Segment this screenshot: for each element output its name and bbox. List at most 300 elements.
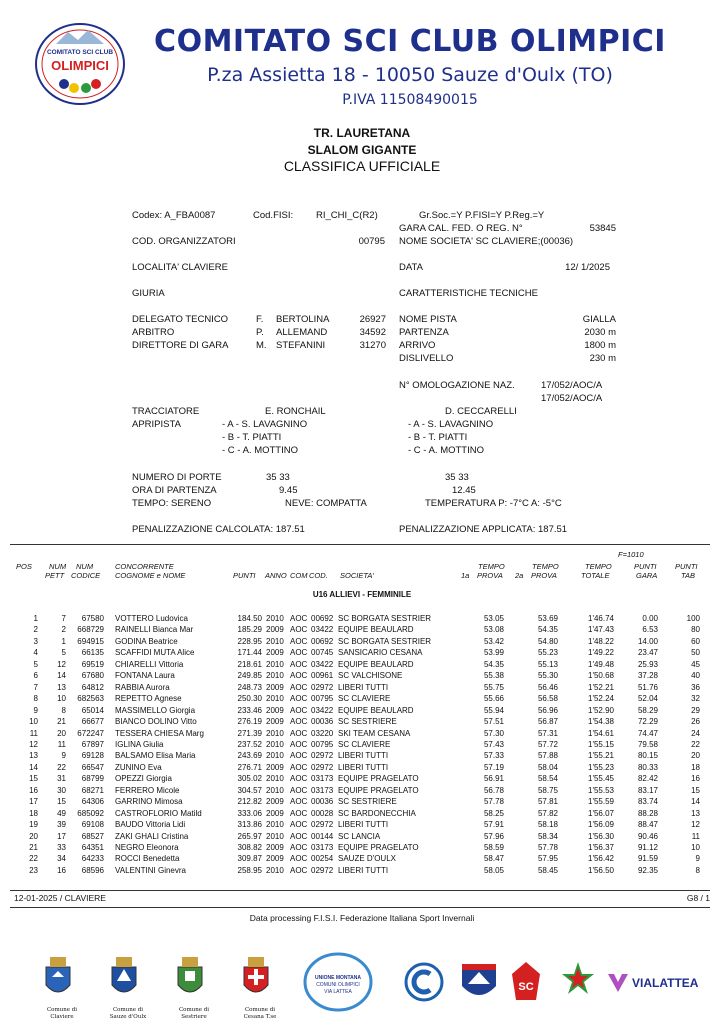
cell-t1: 55.66 bbox=[483, 694, 504, 704]
cell-codice: 69128 bbox=[81, 751, 104, 761]
cell-anno: 2010 bbox=[266, 751, 284, 761]
cell-societa: SC CLAVIERE bbox=[338, 739, 391, 749]
cell-pos: 18 bbox=[29, 808, 38, 818]
cell-anno: 2009 bbox=[266, 797, 284, 807]
cell-societa: LIBERI TUTTI bbox=[338, 751, 389, 761]
cell-cod: 00036 bbox=[311, 717, 334, 727]
cell-name: RABBIA Aurora bbox=[115, 682, 170, 692]
cell-com: AOC bbox=[290, 682, 308, 692]
cell-anno: 2010 bbox=[266, 614, 284, 623]
cell-t2: 56.87 bbox=[537, 717, 558, 727]
cell-name: OPEZZI Giorgia bbox=[115, 774, 172, 784]
cell-com: AOC bbox=[290, 717, 308, 727]
omologazione-label: N° OMOLOGAZIONE NAZ. bbox=[399, 380, 515, 391]
sansicario-star-logo bbox=[560, 960, 596, 1009]
cell-t2: 57.82 bbox=[537, 808, 558, 818]
cell-pt: 32 bbox=[691, 694, 700, 704]
footer-page: G8 / 1 bbox=[686, 893, 710, 903]
cell-tot: 1'55.59 bbox=[588, 797, 614, 807]
jury-name: ALLEMAND bbox=[276, 327, 328, 338]
cell-pett: 16 bbox=[57, 865, 66, 875]
sestriere-crest-icon bbox=[174, 955, 210, 1020]
cell-com: AOC bbox=[290, 854, 308, 864]
cell-anno: 2010 bbox=[266, 739, 284, 749]
cell-pg: 88.47 bbox=[637, 820, 658, 830]
cod-org-number: 00795 bbox=[358, 236, 385, 247]
cell-pg: 72.29 bbox=[637, 717, 658, 727]
cell-codice: 66547 bbox=[81, 762, 104, 772]
cell-name: IGLINA Giulia bbox=[115, 739, 164, 749]
cell-cod: 00028 bbox=[311, 808, 334, 818]
cell-cod: 02972 bbox=[311, 682, 334, 692]
jury-initial: F. bbox=[256, 314, 264, 325]
cell-name: FONTANA Laura bbox=[115, 671, 175, 681]
cell-pt: 18 bbox=[691, 762, 700, 772]
cell-pt: 11 bbox=[691, 831, 700, 841]
table-row bbox=[0, 648, 724, 659]
svg-text:COMUNI OLIMPICI: COMUNI OLIMPICI bbox=[316, 982, 360, 988]
cell-pos: 22 bbox=[29, 854, 38, 864]
cell-name: BAUDO Vittoria Lidi bbox=[115, 820, 186, 830]
data-processing-note: Data processing F.I.S.I. Federazione Italiana Sport Invernali bbox=[249, 913, 475, 923]
organization-address: P.za Assietta 18 - 10050 Sauze d'Oulx (TO) bbox=[207, 64, 613, 86]
cell-t1: 54.35 bbox=[483, 659, 504, 669]
cell-name: ZUNINO Eva bbox=[115, 762, 162, 772]
cell-pt: 29 bbox=[691, 705, 700, 715]
cell-pett: 12 bbox=[57, 659, 66, 669]
cell-punti: 265.97 bbox=[237, 831, 262, 841]
race-discipline: SLALOM GIGANTE bbox=[307, 143, 417, 157]
header-rule-top bbox=[10, 544, 710, 545]
jury-initial: M. bbox=[256, 340, 267, 351]
table-row bbox=[0, 637, 724, 648]
cell-t1: 55.75 bbox=[483, 682, 504, 692]
col-com: COM bbox=[290, 571, 308, 580]
jury-role: DIRETTORE DI GARA bbox=[132, 340, 229, 351]
cell-punti: 249.85 bbox=[237, 671, 262, 681]
porte-2: 35 33 bbox=[445, 472, 469, 483]
cell-punti: 276.19 bbox=[237, 717, 262, 727]
cell-name: FERRERO Micole bbox=[115, 785, 180, 795]
cell-pett: 7 bbox=[61, 614, 66, 623]
cell-com: AOC bbox=[290, 808, 308, 818]
cell-com: AOC bbox=[290, 705, 308, 715]
cell-pett: 34 bbox=[57, 854, 66, 864]
claviere-crest-icon bbox=[42, 955, 78, 1020]
table-row bbox=[0, 843, 724, 854]
cell-pos: 9 bbox=[33, 705, 38, 715]
table-row bbox=[0, 797, 724, 808]
cell-pt: 40 bbox=[691, 671, 700, 681]
cell-name: ROCCI Benedetta bbox=[115, 854, 180, 864]
cell-cod: 03422 bbox=[311, 625, 334, 635]
cell-cod: 00036 bbox=[311, 797, 334, 807]
cell-cod: 00254 bbox=[311, 854, 334, 864]
table-row bbox=[0, 625, 724, 636]
cell-t2: 58.54 bbox=[537, 774, 558, 784]
gara-cal-number: 53845 bbox=[589, 223, 616, 234]
cell-t2: 58.34 bbox=[537, 831, 558, 841]
cell-t1: 53.42 bbox=[483, 636, 504, 646]
cell-societa: SC VALCHISONE bbox=[338, 671, 403, 681]
cell-anno: 2010 bbox=[266, 694, 284, 704]
cell-pett: 21 bbox=[57, 717, 66, 727]
cell-com: AOC bbox=[290, 797, 308, 807]
cell-pg: 74.47 bbox=[637, 728, 658, 738]
cell-pett: 15 bbox=[57, 797, 66, 807]
cell-societa: SC SESTRIERE bbox=[338, 797, 397, 807]
cell-pos: 6 bbox=[33, 671, 38, 681]
cell-pg: 37.28 bbox=[637, 671, 658, 681]
cell-societa: SANSICARIO CESANA bbox=[338, 648, 423, 658]
cell-pg: 90.46 bbox=[637, 831, 658, 841]
cell-codice: 67680 bbox=[81, 671, 104, 681]
cell-t2: 54.35 bbox=[537, 625, 558, 635]
cell-pt: 15 bbox=[691, 785, 700, 795]
porte-1: 35 33 bbox=[266, 472, 290, 483]
cell-punti: 243.69 bbox=[237, 751, 262, 761]
cell-com: AOC bbox=[290, 831, 308, 841]
cell-name: VALENTINI Ginevra bbox=[115, 865, 186, 875]
cell-cod: 02972 bbox=[311, 820, 334, 830]
cell-cod: 03173 bbox=[311, 785, 334, 795]
cell-tot: 1'55.45 bbox=[588, 774, 614, 784]
table-row bbox=[0, 683, 724, 694]
cell-pett: 10 bbox=[57, 694, 66, 704]
cell-societa: EQUIPE PRAGELATO bbox=[338, 843, 419, 852]
cell-societa: SC BORGATA SESTRIER bbox=[338, 636, 432, 646]
col-num-codice: CODICE bbox=[71, 571, 101, 580]
apripista-1: - B - T. PIATTI bbox=[222, 432, 282, 443]
cell-pett: 33 bbox=[57, 843, 66, 852]
cell-t2: 55.23 bbox=[537, 648, 558, 658]
cell-anno: 2010 bbox=[266, 774, 284, 784]
cell-com: AOC bbox=[290, 671, 308, 681]
cell-societa: SC BARDONECCHIA bbox=[338, 808, 416, 818]
cell-punti: 250.30 bbox=[237, 694, 262, 704]
cell-pg: 23.47 bbox=[637, 648, 658, 658]
jury-code: 26927 bbox=[359, 314, 386, 325]
cell-anno: 2009 bbox=[266, 843, 284, 852]
cell-pos: 3 bbox=[33, 636, 38, 646]
cell-societa: LIBERI TUTTI bbox=[338, 820, 389, 830]
cell-codice: 64233 bbox=[81, 854, 104, 864]
table-row bbox=[0, 774, 724, 785]
cell-tot: 1'55.15 bbox=[588, 739, 614, 749]
jury-code: 34592 bbox=[359, 327, 386, 338]
cell-punti: 305.02 bbox=[237, 774, 262, 784]
table-row bbox=[0, 660, 724, 671]
cell-punti: 333.06 bbox=[237, 808, 262, 818]
cell-pt: 50 bbox=[691, 648, 700, 658]
cell-tot: 1'52.21 bbox=[588, 682, 614, 692]
cell-name: GODINA Beatrice bbox=[115, 636, 178, 646]
cell-cod: 00961 bbox=[311, 671, 334, 681]
codex: Codex: A_FBA0087 bbox=[132, 210, 216, 221]
col-tempo-totale: TEMPO bbox=[585, 562, 612, 571]
cell-pos: 10 bbox=[29, 717, 38, 727]
cell-tot: 1'56.50 bbox=[588, 865, 614, 875]
cell-codice: 682563 bbox=[77, 694, 104, 704]
col-societa: SOCIETA' bbox=[340, 571, 374, 580]
cell-anno: 2010 bbox=[266, 671, 284, 681]
cell-t1: 57.96 bbox=[483, 831, 504, 841]
cell-tot: 1'52.24 bbox=[588, 694, 614, 704]
cell-pg: 79.58 bbox=[637, 739, 658, 749]
cell-pt: 12 bbox=[691, 820, 700, 830]
cell-tot: 1'56.37 bbox=[588, 843, 614, 852]
cell-pos: 16 bbox=[29, 785, 38, 795]
col-cod: COD. bbox=[309, 571, 328, 580]
cell-punti: 313.86 bbox=[237, 820, 262, 830]
cell-cod: 00144 bbox=[311, 831, 334, 841]
cell-pg: 58.29 bbox=[637, 705, 658, 715]
cell-societa: SKI TEAM CESANA bbox=[338, 728, 411, 738]
cell-punti: 258.95 bbox=[237, 865, 262, 875]
cell-tot: 1'55.21 bbox=[588, 751, 614, 761]
cell-cod: 00795 bbox=[311, 739, 334, 749]
apripista-1: - A - S. LAVAGNINO bbox=[222, 419, 308, 430]
neve: NEVE: COMPATTA bbox=[285, 498, 367, 509]
cell-pg: 91.59 bbox=[637, 854, 658, 864]
cell-societa: EQUIPE BEAULARD bbox=[338, 625, 414, 635]
cell-t2: 57.81 bbox=[537, 797, 558, 807]
ora-2: 12.45 bbox=[452, 485, 476, 496]
ora-1: 9.45 bbox=[279, 485, 298, 496]
cell-punti: 233.46 bbox=[237, 705, 262, 715]
cell-t2: 54.80 bbox=[537, 636, 558, 646]
cell-t1: 53.08 bbox=[483, 625, 504, 635]
apripista-1: - C - A. MOTTINO bbox=[222, 445, 298, 456]
cell-pt: 60 bbox=[691, 636, 700, 646]
cell-codice: 685092 bbox=[77, 808, 104, 818]
cell-tot: 1'50.68 bbox=[588, 671, 614, 681]
svg-text:VIA LATTEA: VIA LATTEA bbox=[324, 989, 352, 995]
organization-vat: P.IVA 11508490015 bbox=[342, 92, 478, 108]
cell-punti: 271.39 bbox=[237, 728, 262, 738]
cell-punti: 304.57 bbox=[237, 785, 262, 795]
cell-com: AOC bbox=[290, 739, 308, 749]
cell-name: VOTTERO Ludovica bbox=[115, 614, 188, 623]
cell-t1: 57.30 bbox=[483, 728, 504, 738]
cell-pt: 45 bbox=[691, 659, 700, 669]
unione-montana-logo bbox=[303, 952, 373, 1017]
cell-pett: 11 bbox=[57, 739, 66, 749]
cell-pg: 14.00 bbox=[637, 636, 658, 646]
footer-rule-2 bbox=[10, 907, 710, 908]
cell-pos: 17 bbox=[29, 797, 38, 807]
sponsor-caption: Comune di Cesana T.se bbox=[243, 1007, 277, 1020]
cell-pg: 91.12 bbox=[637, 843, 658, 852]
cell-t1: 55.38 bbox=[483, 671, 504, 681]
cell-name: GARRINO Mimosa bbox=[115, 797, 183, 807]
col-1a: 1a bbox=[461, 571, 470, 580]
cell-cod: 03173 bbox=[311, 843, 334, 852]
cell-com: AOC bbox=[290, 751, 308, 761]
cell-cod: 03220 bbox=[311, 728, 334, 738]
table-row bbox=[0, 694, 724, 705]
cell-com: AOC bbox=[290, 694, 308, 704]
cell-societa: SC LANCIA bbox=[338, 831, 381, 841]
cell-societa: SC BORGATA SESTRIER bbox=[338, 614, 432, 623]
cell-codice: 64812 bbox=[81, 682, 104, 692]
cell-pos: 4 bbox=[33, 648, 38, 658]
vialattea-logo bbox=[606, 970, 706, 1001]
jury-name: BERTOLINA bbox=[276, 314, 330, 325]
cell-cod: 03422 bbox=[311, 705, 334, 715]
cell-t2: 56.58 bbox=[537, 694, 558, 704]
tech-value: 2030 m bbox=[584, 327, 616, 338]
cell-tot: 1'54.61 bbox=[588, 728, 614, 738]
cell-pos: 19 bbox=[29, 820, 38, 830]
cell-pett: 8 bbox=[61, 705, 66, 715]
tracciatore-label: TRACCIATORE bbox=[132, 406, 200, 417]
tech-label: PARTENZA bbox=[399, 327, 449, 338]
cell-t1: 58.47 bbox=[483, 854, 504, 864]
cell-codice: 64306 bbox=[81, 797, 104, 807]
ora-label: ORA DI PARTENZA bbox=[132, 485, 217, 496]
cell-pt: 8 bbox=[695, 865, 700, 875]
table-row bbox=[0, 866, 724, 877]
cell-name: REPETTO Agnese bbox=[115, 694, 182, 704]
cell-tot: 1'47.43 bbox=[588, 625, 614, 635]
cell-anno: 2009 bbox=[266, 762, 284, 772]
temperatura: TEMPERATURA P: -7°C A: -5°C bbox=[425, 498, 562, 509]
cell-anno: 2009 bbox=[266, 808, 284, 818]
cell-punti: 237.52 bbox=[237, 739, 262, 749]
cell-name: RAINELLI Bianca Mar bbox=[115, 625, 194, 635]
cell-codice: 69519 bbox=[81, 659, 104, 669]
cell-pos: 8 bbox=[33, 694, 38, 704]
apripista-2: - B - T. PIATTI bbox=[408, 432, 468, 443]
cell-name: BIANCO DOLINO Vitto bbox=[115, 717, 197, 727]
cell-societa: EQUIPE PRAGELATO bbox=[338, 785, 419, 795]
cell-punti: 248.73 bbox=[237, 682, 262, 692]
cell-t2: 57.95 bbox=[537, 854, 558, 864]
tech-value: 230 m bbox=[589, 353, 616, 364]
cell-com: AOC bbox=[290, 648, 308, 658]
cell-com: AOC bbox=[290, 636, 308, 646]
cell-punti: 184.50 bbox=[237, 614, 262, 623]
cell-com: AOC bbox=[290, 762, 308, 772]
table-row bbox=[0, 706, 724, 717]
porte-label: NUMERO DI PORTE bbox=[132, 472, 222, 483]
apripista-2: - A - S. LAVAGNINO bbox=[408, 419, 494, 430]
cell-anno: 2009 bbox=[266, 682, 284, 692]
cell-t2: 58.04 bbox=[537, 762, 558, 772]
caratteristiche-label: CARATTERISTICHE TECNICHE bbox=[399, 288, 538, 299]
cell-com: AOC bbox=[290, 625, 308, 635]
cell-pos: 1 bbox=[33, 614, 38, 623]
cell-pg: 82.42 bbox=[637, 774, 658, 784]
table-row bbox=[0, 820, 724, 831]
cell-t1: 53.99 bbox=[483, 648, 504, 658]
giuria-label: GIURIA bbox=[132, 288, 165, 299]
cell-codice: 66135 bbox=[81, 648, 104, 658]
cell-t2: 57.88 bbox=[537, 751, 558, 761]
cell-t2: 57.72 bbox=[537, 739, 558, 749]
cell-pg: 92.35 bbox=[637, 865, 658, 875]
omologazione-2: 17/052/AOC/A bbox=[541, 393, 603, 404]
cell-pos: 13 bbox=[29, 751, 38, 761]
col-num-pett: NUM bbox=[49, 562, 67, 571]
cell-name: CASTROFLORIO Matild bbox=[115, 808, 202, 818]
cell-cod: 00745 bbox=[311, 648, 334, 658]
cell-pg: 83.17 bbox=[637, 785, 658, 795]
cell-t1: 58.05 bbox=[483, 865, 504, 875]
cell-societa: SC CLAVIERE bbox=[338, 694, 391, 704]
club-logo bbox=[34, 22, 126, 106]
cell-pt: 9 bbox=[695, 854, 700, 864]
cell-name: NEGRO Eleonora bbox=[115, 843, 179, 852]
sponsor-caption: Comune di Sauze d'Oulx bbox=[109, 1007, 147, 1020]
col-tempo2: TEMPO bbox=[532, 562, 559, 571]
cell-pg: 80.33 bbox=[637, 762, 658, 772]
cell-pos: 2 bbox=[33, 625, 38, 635]
cell-cod: 02972 bbox=[311, 751, 334, 761]
cell-name: SCAFFIDI MUTA Alice bbox=[115, 648, 195, 658]
col-num-codice: NUM bbox=[76, 562, 94, 571]
sponsor-caption: Comune di Claviere bbox=[46, 1007, 78, 1020]
cell-cod: 03422 bbox=[311, 659, 334, 669]
col-punti-tab: TAB bbox=[681, 571, 696, 580]
cell-pg: 83.74 bbox=[637, 797, 658, 807]
cell-pt: 100 bbox=[686, 614, 700, 623]
cell-cod: 00692 bbox=[311, 636, 334, 646]
jury-initial: P. bbox=[256, 327, 264, 338]
cell-t1: 57.78 bbox=[483, 797, 504, 807]
apripista-label: APRIPISTA bbox=[132, 419, 181, 430]
cell-cod: 02972 bbox=[311, 762, 334, 772]
cell-anno: 2010 bbox=[266, 636, 284, 646]
cesana-crest-icon bbox=[240, 955, 277, 1020]
gara-cal-label: GARA CAL. FED. O REG. N° bbox=[399, 223, 523, 234]
cell-codice: 66677 bbox=[81, 717, 104, 727]
cell-codice: 672247 bbox=[77, 728, 104, 738]
cell-pg: 51.76 bbox=[637, 682, 658, 692]
cell-pt: 80 bbox=[691, 625, 700, 635]
cell-punti: 185.29 bbox=[237, 625, 262, 635]
cell-pett: 5 bbox=[61, 648, 66, 658]
cell-punti: 212.82 bbox=[237, 797, 262, 807]
footer-rule bbox=[10, 890, 710, 891]
cell-punti: 276.71 bbox=[237, 762, 262, 772]
cell-t1: 56.78 bbox=[483, 785, 504, 795]
cell-anno: 2009 bbox=[266, 705, 284, 715]
cell-t2: 55.30 bbox=[537, 671, 558, 681]
cell-t1: 58.25 bbox=[483, 808, 504, 818]
cell-pg: 0.00 bbox=[642, 614, 658, 623]
ski-club-shield-logo bbox=[460, 962, 498, 1009]
cell-t2: 57.31 bbox=[537, 728, 558, 738]
cell-pos: 15 bbox=[29, 774, 38, 784]
tech-label: NOME PISTA bbox=[399, 314, 457, 325]
cell-codice: 68799 bbox=[81, 774, 104, 784]
cell-codice: 68271 bbox=[81, 785, 104, 795]
jury-name: STEFANINI bbox=[276, 340, 326, 351]
cell-pos: 21 bbox=[29, 843, 38, 852]
cell-punti: 309.87 bbox=[237, 854, 262, 864]
svg-text:UNIONE MONTANA: UNIONE MONTANA bbox=[314, 975, 362, 981]
cell-pg: 88.28 bbox=[637, 808, 658, 818]
cell-t2: 57.78 bbox=[537, 843, 558, 852]
table-row bbox=[0, 729, 724, 740]
jury-role: DELEGATO TECNICO bbox=[132, 314, 229, 325]
table-row bbox=[0, 740, 724, 751]
cell-com: AOC bbox=[290, 843, 308, 852]
cell-codice: 694915 bbox=[77, 636, 104, 646]
col-concorrente: CONCORRENTE bbox=[115, 562, 174, 571]
